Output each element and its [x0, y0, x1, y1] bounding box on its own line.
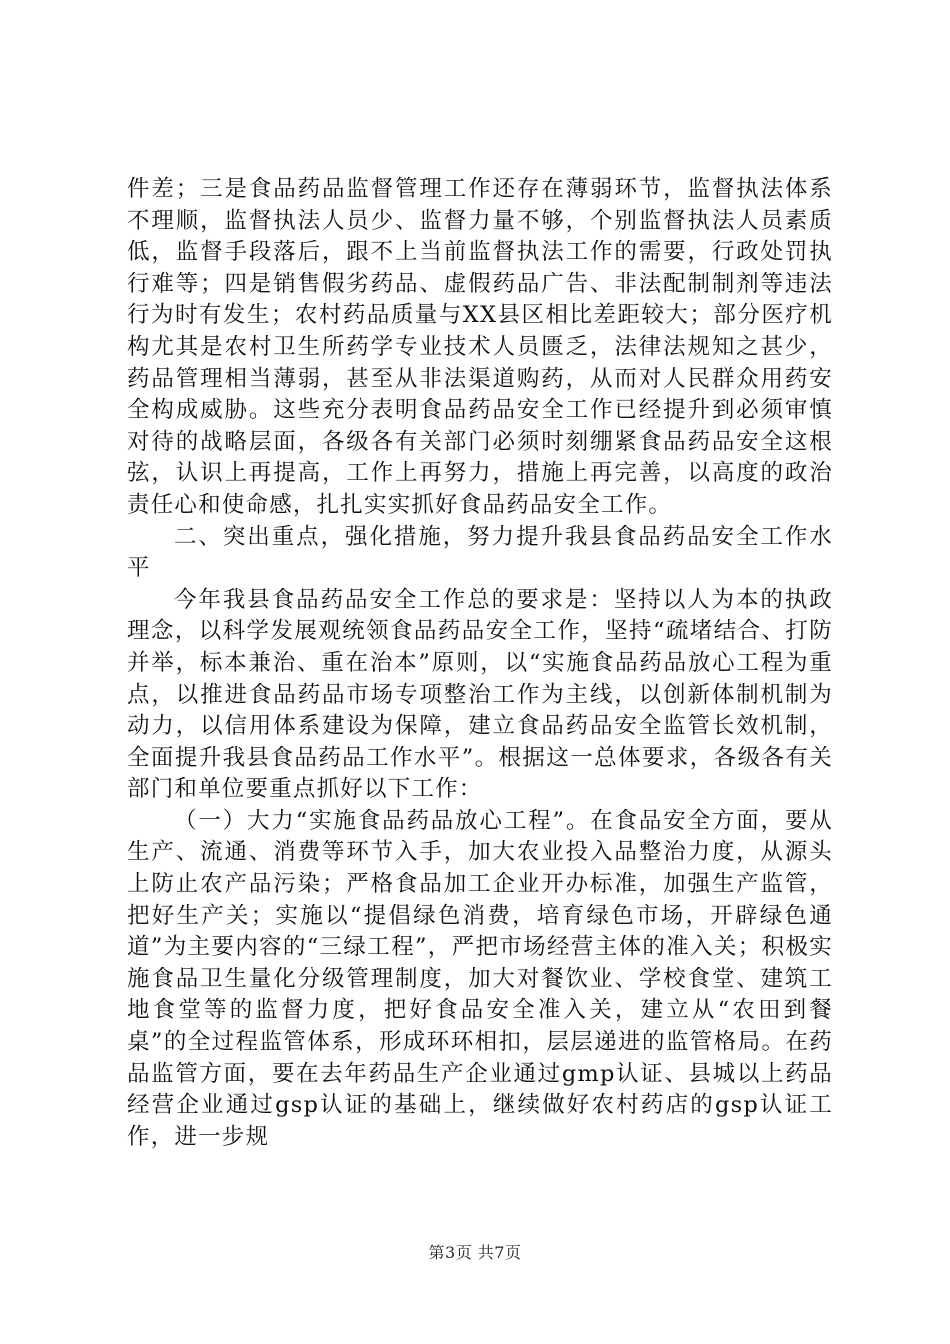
paragraph-requirements: 今年我县食品药品安全工作总的要求是：坚持以人为本的执政理念，以科学发展观统领食品药品安全工作，坚持“疏堵结合、打防并举，标本兼治、重在治本”原则，以“实施食品药品放心工程为重点，以推进食品药品市场专项整治工作为主线，以创新体制机制为动力，以信用体系建设为保障，建立食品药品安全监管长效机制，全面提升我县食品药品工作水平”。根据这一总体要求，各级各有关部门和单位要重点抓好以下工作： [127, 586, 833, 803]
document-body [127, 174, 833, 1153]
section-heading: 二、突出重点，强化措施，努力提升我县食品药品安全工作水平 [127, 523, 833, 582]
paragraph-item-one: （一）大力“实施食品药品放心工程”。在食品安全方面，要从生产、流通、消费等环节入手，加大农业投入品整治力度，从源头上防止农产品污染；严格食品加工企业开办标准，加强生产监管，把好生产关；实施以“提倡绿色消费，培育绿色市场，开辟绿色通道”为主要内容的“三绿工程”，严把市场经营主体的准入关；积极实施食品卫生量化分级管理制度，加大对餐饮业、学校食堂、建筑工地食堂等的监督力度，把好食品安全准入关，建立从“农田到餐桌”的全过程监管体系，形成环环相扣，层层递进的监管格局。在药品监管方面，要在去年药品生产企业通过gmp认证、县城以上药品经营企业通过gsp认证的基础上，继续做好农村药店的gsp认证工作，进一步规 [127, 807, 833, 1150]
paragraph-continuation: 件差；三是食品药品监督管理工作还存在薄弱环节，监督执法体系不理顺，监督执法人员少、监督力量不够，个别监督执法人员素质低，监督手段落后，跟不上当前监督执法工作的需要，行政处罚执行难等；四是销售假劣药品、虚假药品广告、非法配制制剂等违法行为时有发生；农村药品质量与XX县区相比差距较大；部分医疗机构尤其是农村卫生所药学专业技术人员匮乏，法律法规知之甚少，药品管理相当薄弱，甚至从非法渠道购药，从而对人民群众用药安全构成威胁。这些充分表明食品药品安全工作已经提升到必须审慎对待的战略层面，各级各有关部门必须时刻绷紧食品药品安全这根弦，认识上再提高，工作上再努力，措施上再完善，以高度的政治责任心和使命感，扎扎实实抓好食品药品安全工作。 [127, 176, 833, 518]
page-number-footer: 第3页 共7页 [428, 1243, 522, 1262]
